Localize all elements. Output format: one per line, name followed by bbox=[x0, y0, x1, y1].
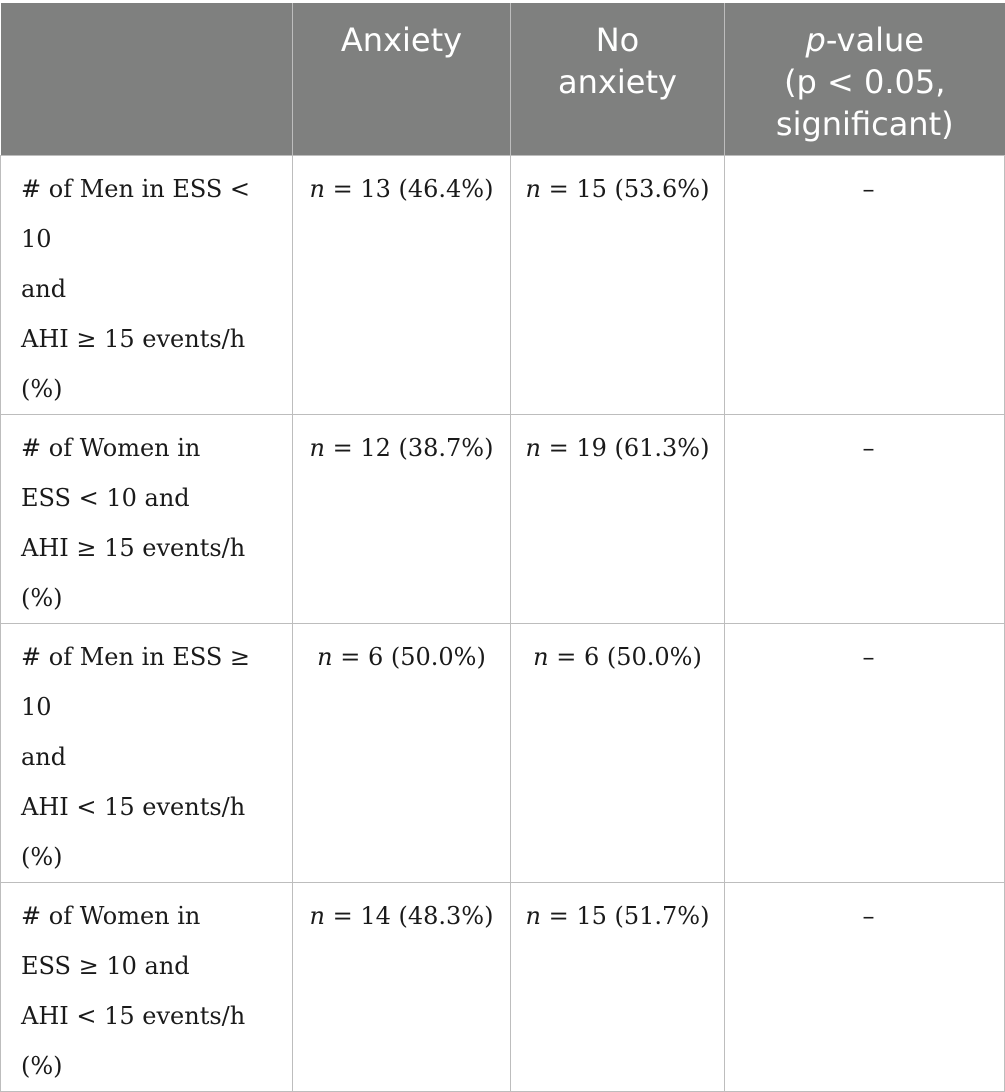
no-anxiety-cell bbox=[511, 882, 725, 1091]
row-label-line: (%) bbox=[21, 842, 63, 871]
header-p-value-rest: -value bbox=[825, 21, 924, 59]
anxiety-cell bbox=[293, 623, 511, 882]
header-no-anxiety bbox=[511, 3, 725, 155]
anxiety-cell bbox=[293, 414, 511, 623]
row-label-line: AHI ≥ 15 events/h bbox=[21, 324, 246, 353]
header-row bbox=[1, 3, 1005, 155]
row-label-line: (%) bbox=[21, 1051, 63, 1080]
no-anxiety-value: = 15 (53.6%) bbox=[540, 174, 710, 203]
header-p-value-line2: (p < 0.05, bbox=[784, 63, 946, 101]
n-symbol: n bbox=[525, 433, 541, 462]
table-header bbox=[1, 3, 1005, 155]
p-value-cell: – bbox=[725, 882, 1005, 1091]
table-row bbox=[1, 882, 1005, 1091]
row-label bbox=[1, 414, 293, 623]
no-anxiety-value: = 19 (61.3%) bbox=[540, 433, 710, 462]
anxiety-value: = 13 (46.4%) bbox=[324, 174, 494, 203]
no-anxiety-value: = 6 (50.0%) bbox=[548, 642, 702, 671]
anxiety-cell bbox=[293, 882, 511, 1091]
p-value-cell: – bbox=[725, 155, 1005, 414]
row-label-line: ESS ≥ 10 and bbox=[21, 951, 190, 980]
row-label-line: and bbox=[21, 742, 67, 771]
no-anxiety-cell bbox=[511, 155, 725, 414]
anxiety-value: = 14 (48.3%) bbox=[324, 901, 494, 930]
n-symbol: n bbox=[309, 901, 325, 930]
anxiety-value: = 6 (50.0%) bbox=[332, 642, 486, 671]
p-value-cell: – bbox=[725, 414, 1005, 623]
header-empty-cell bbox=[1, 3, 293, 155]
n-symbol: n bbox=[317, 642, 333, 671]
row-label-line: AHI ≥ 15 events/h bbox=[21, 533, 246, 562]
row-label bbox=[1, 882, 293, 1091]
table-row bbox=[1, 623, 1005, 882]
row-label-line: (%) bbox=[21, 583, 63, 612]
row-label-line: # of Women in bbox=[21, 901, 201, 930]
n-symbol: n bbox=[533, 642, 549, 671]
anxiety-value: = 12 (38.7%) bbox=[324, 433, 494, 462]
row-label-line: and bbox=[21, 274, 67, 303]
n-symbol: n bbox=[309, 433, 325, 462]
no-anxiety-cell bbox=[511, 414, 725, 623]
table-body bbox=[1, 155, 1005, 1091]
no-anxiety-cell bbox=[511, 623, 725, 882]
p-value-cell: – bbox=[725, 623, 1005, 882]
header-p-italic: p bbox=[805, 21, 826, 59]
row-label-line: AHI < 15 events/h bbox=[21, 1001, 246, 1030]
header-p-value bbox=[725, 3, 1005, 155]
row-label-line: AHI < 15 events/h bbox=[21, 792, 246, 821]
table-row bbox=[1, 155, 1005, 414]
header-p-value-line3: significant) bbox=[775, 105, 954, 143]
n-symbol: n bbox=[309, 174, 325, 203]
row-label-line: # of Men in ESS ≥ 10 bbox=[21, 642, 251, 721]
n-symbol: n bbox=[525, 174, 541, 203]
header-p-value-line1 bbox=[733, 19, 997, 61]
table-row bbox=[1, 414, 1005, 623]
results-table bbox=[0, 3, 1005, 1092]
row-label-line: # of Women in bbox=[21, 433, 201, 462]
header-anxiety: Anxiety bbox=[293, 3, 511, 155]
header-no-anxiety-line2: anxiety bbox=[558, 63, 677, 101]
header-no-anxiety-line1: No bbox=[595, 21, 640, 59]
row-label-line: # of Men in ESS < 10 bbox=[21, 174, 251, 253]
row-label-line: (%) bbox=[21, 374, 63, 403]
no-anxiety-value: = 15 (51.7%) bbox=[540, 901, 710, 930]
n-symbol: n bbox=[525, 901, 541, 930]
row-label-line: ESS < 10 and bbox=[21, 483, 190, 512]
anxiety-cell bbox=[293, 155, 511, 414]
row-label bbox=[1, 155, 293, 414]
row-label bbox=[1, 623, 293, 882]
